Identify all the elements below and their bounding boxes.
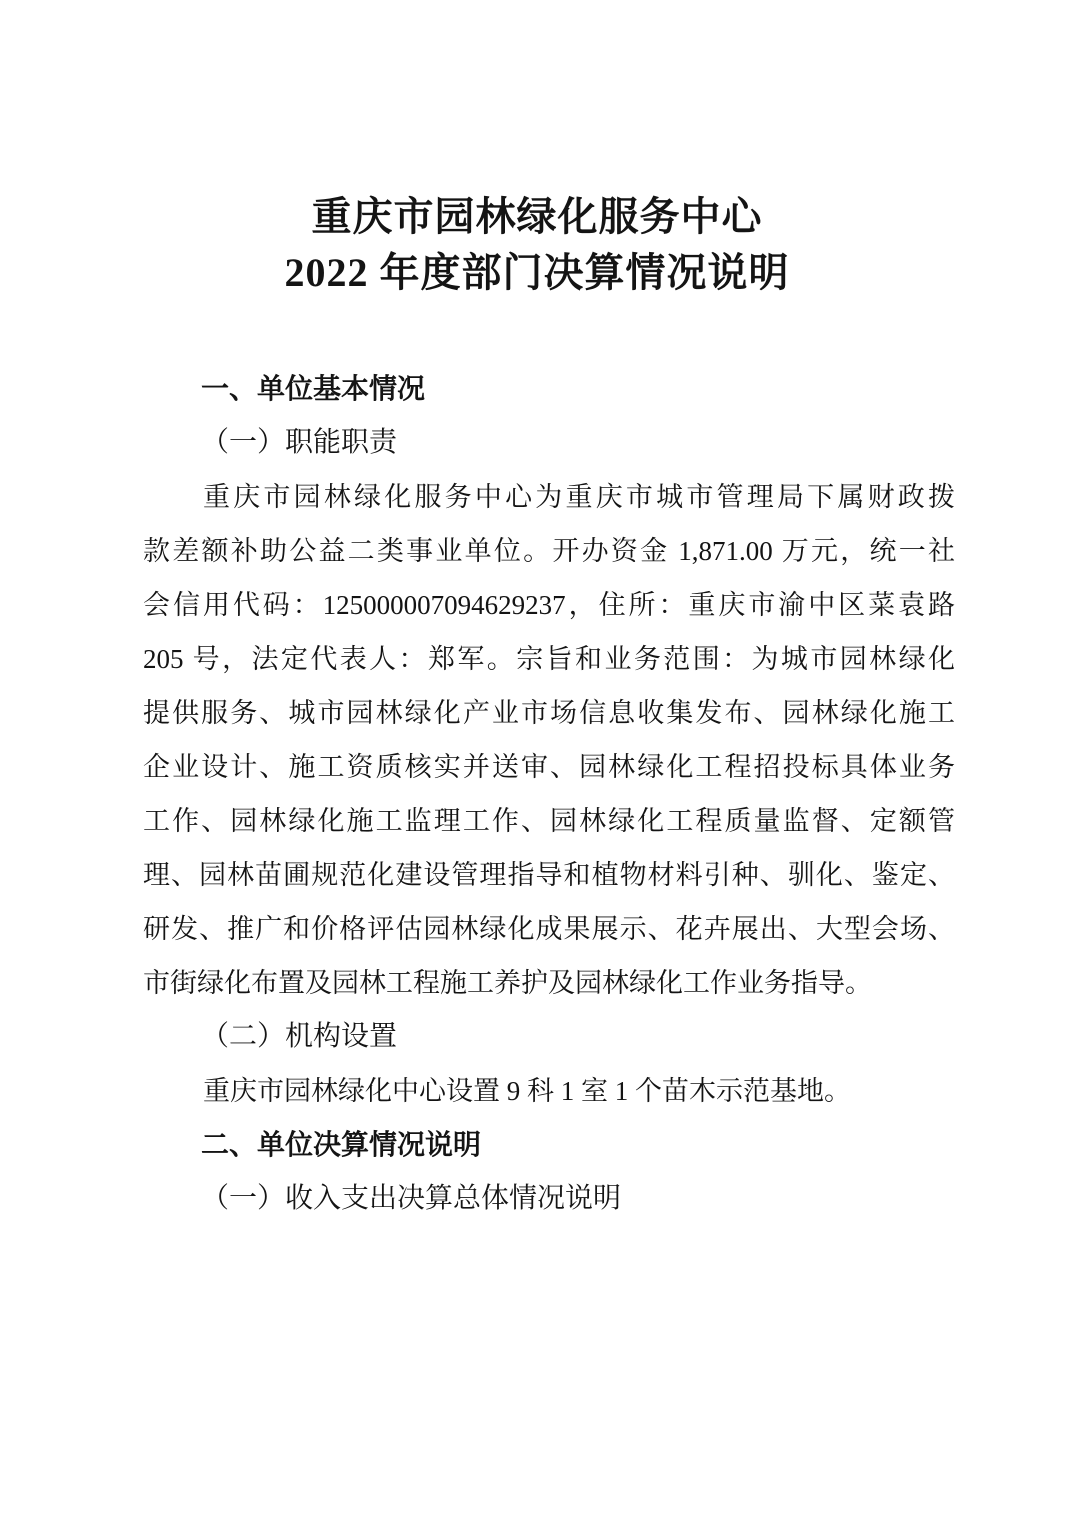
- paragraph-line: 市街绿化布置及园林工程施工养护及园林绿化工作业务指导。: [143, 968, 872, 998]
- paragraph-line: 会信用代码：125000007094629237，住所：重庆市渝中区菜袁路: [143, 590, 955, 620]
- document-title-line-2: 2022 年度部门决算情况说明: [284, 250, 790, 295]
- paragraph-line: 重庆市园林绿化中心设置 9 科 1 室 1 个苗木示范基地。: [203, 1076, 851, 1106]
- subsection-heading-1-2: （二）机构设置: [201, 1021, 398, 1052]
- paragraph-line: 企业设计、施工资质核实并送审、园林绿化工程招投标具体业务: [143, 752, 955, 782]
- paragraph-line: 研发、推广和价格评估园林绿化成果展示、花卉展出、大型会场、: [143, 914, 955, 944]
- paragraph-line: 提供服务、城市园林绿化产业市场信息收集发布、园林绿化施工: [143, 698, 955, 728]
- document-body: [143, 362, 955, 1226]
- paragraph-line: 205 号，法定代表人：郑军。宗旨和业务范围：为城市园林绿化: [143, 644, 955, 674]
- subsection-heading-1-1: （一）职能职责: [201, 427, 398, 458]
- paragraph-line: 款差额补助公益二类事业单位。开办资金 1,871.00 万元，统一社: [143, 536, 955, 566]
- document-title-line-1: 重庆市园林绿化服务中心: [311, 194, 763, 239]
- section-heading-1: 一、单位基本情况: [201, 373, 426, 404]
- section-heading-2: 二、单位决算情况说明: [201, 1129, 482, 1160]
- subsection-heading-2-1: （一）收入支出决算总体情况说明: [201, 1183, 622, 1214]
- paragraph-line: 工作、园林绿化施工监理工作、园林绿化工程质量监督、定额管: [143, 806, 955, 836]
- document-title: [0, 0, 1074, 301]
- paragraph-line: 理、园林苗圃规范化建设管理指导和植物材料引种、驯化、鉴定、: [143, 860, 955, 890]
- paragraph-line: 重庆市园林绿化服务中心为重庆市城市管理局下属财政拨: [203, 482, 955, 512]
